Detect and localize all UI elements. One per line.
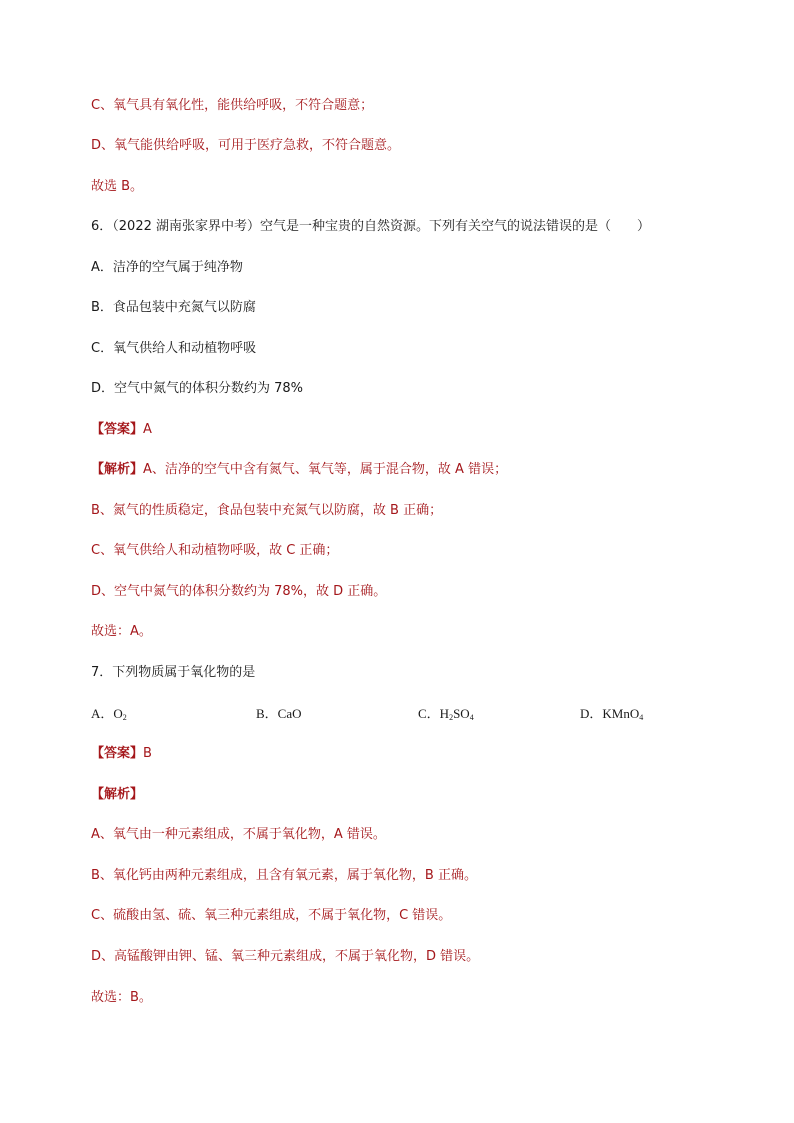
q6-option-b: B．食品包装中充氮气以防腐: [91, 300, 256, 315]
q6-option-c: C．氧气供给人和动植物呼吸: [91, 341, 257, 356]
prev-analysis-d: D、氧气能供给呼吸，可用于医疗急救，不符合题意。: [91, 138, 401, 153]
prev-analysis-c: C、氧气具有氧化性，能供给呼吸，不符合题意；: [91, 98, 374, 113]
q7-analysis-a: A、氧气由一种元素组成，不属于氧化物，A 错误。: [91, 827, 386, 842]
q7-analysis-c: C、硫酸由氢、硫、氧三种元素组成，不属于氧化物，C 错误。: [91, 908, 452, 923]
q7-option-a: A．$O_2$: [91, 706, 127, 722]
q7-answer-value: B: [143, 746, 152, 761]
q6-analysis-d: D、空气中氮气的体积分数约为 78%，故 D 正确。: [91, 584, 387, 599]
q6-analysis-a: [91, 461, 507, 479]
q6-conclusion: 故选：A。: [91, 624, 152, 639]
q7-answer-label: 【答案】: [91, 746, 144, 761]
q7-answer: [91, 745, 152, 763]
q6-option-a: A．洁净的空气属于纯净物: [91, 260, 243, 275]
q7-option-d: D．KMnO$_4$: [580, 706, 644, 722]
q7-analysis-b: B、氧化钙由两种元素组成，且含有氧元素，属于氧化物，B 正确。: [91, 868, 477, 883]
q6-analysis-c: C、氧气供给人和动植物呼吸，故 C 正确；: [91, 543, 339, 558]
q7-conclusion: 故选：B。: [91, 990, 152, 1005]
q6-answer-value: A: [143, 422, 152, 437]
q6-stem: 6．（2022 湖南张家界中考）空气是一种宝贵的自然资源。下列有关空气的说法错误的是（ ）: [91, 219, 650, 234]
q6-analysis-b: B、氮气的性质稳定，食品包装中充氮气以防腐，故 B 正确；: [91, 503, 443, 518]
q7-option-b: B．CaO: [256, 706, 302, 721]
q7-analysis-label: 【解析】: [91, 787, 144, 802]
prev-conclusion: 故选 B。: [91, 179, 144, 194]
q7-stem: 7．下列物质属于氧化物的是: [91, 665, 256, 680]
q7-analysis-d: D、高锰酸钾由钾、锰、氧三种元素组成，不属于氧化物，D 错误。: [91, 949, 480, 964]
q6-analysis-label: 【解析】: [91, 462, 144, 477]
q7-option-c: C．$H_2SO_4$: [418, 706, 474, 722]
q6-analysis-a-text: A、洁净的空气中含有氮气、氧气等，属于混合物，故 A 错误；: [143, 462, 508, 477]
q6-answer-label: 【答案】: [91, 422, 144, 437]
q6-answer: [91, 421, 152, 439]
q6-option-d: D．空气中氮气的体积分数约为 78%: [91, 381, 304, 396]
